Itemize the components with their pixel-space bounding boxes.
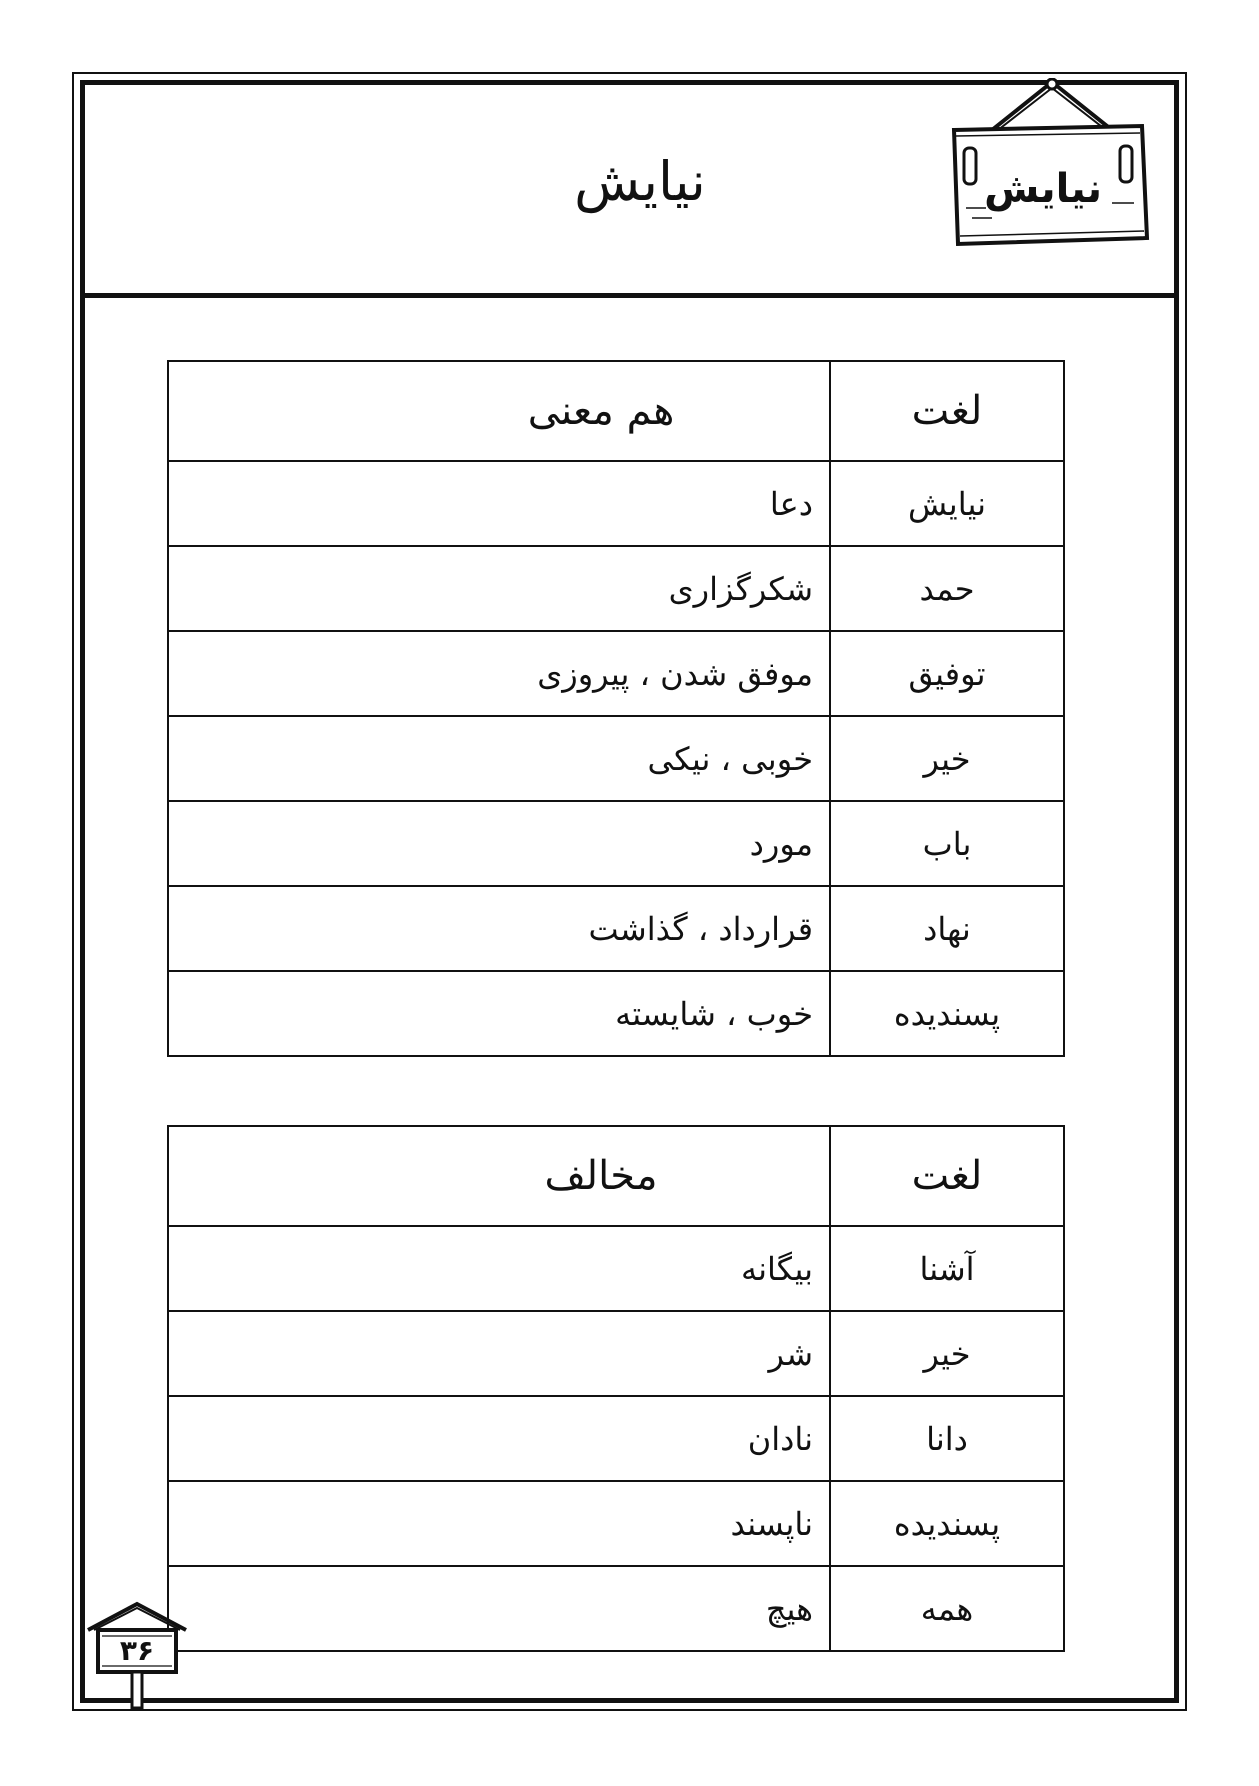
synonyms-table — [167, 360, 1065, 1057]
meaning-cell: خوب ، شایسته — [168, 971, 830, 1056]
word-cell: نیایش — [830, 461, 1064, 546]
header-meaning: هم معنی — [168, 361, 830, 461]
word-cell: پسندیده — [830, 1481, 1064, 1566]
word-cell: آشنا — [830, 1226, 1064, 1311]
meaning-cell: موفق شدن ، پیروزی — [168, 631, 830, 716]
word-cell: نهاد — [830, 886, 1064, 971]
table-row — [168, 461, 1064, 546]
table-row — [168, 631, 1064, 716]
table-row — [168, 716, 1064, 801]
table-row — [168, 1226, 1064, 1311]
header-divider — [80, 293, 1179, 298]
meaning-cell: خوبی ، نیکی — [168, 716, 830, 801]
hanging-sign — [942, 78, 1152, 248]
antonyms-table — [167, 1125, 1065, 1652]
word-cell: خیر — [830, 1311, 1064, 1396]
meaning-cell: ناپسند — [168, 1481, 830, 1566]
table-row — [168, 546, 1064, 631]
word-cell: حمد — [830, 546, 1064, 631]
table-row — [168, 886, 1064, 971]
page-title: نیایش — [574, 150, 706, 213]
word-cell: توفیق — [830, 631, 1064, 716]
meaning-cell: دعا — [168, 461, 830, 546]
word-cell: دانا — [830, 1396, 1064, 1481]
meaning-cell: هیچ — [168, 1566, 830, 1651]
table-row — [168, 801, 1064, 886]
page-number: ۳۶ — [119, 1634, 155, 1667]
table-row — [168, 1311, 1064, 1396]
word-cell: همه — [830, 1566, 1064, 1651]
table-header-row — [168, 1126, 1064, 1226]
table-row — [168, 1396, 1064, 1481]
header-meaning: مخالف — [168, 1126, 830, 1226]
table-row — [168, 1481, 1064, 1566]
table-row — [168, 1566, 1064, 1651]
header-word: لغت — [830, 361, 1064, 461]
word-cell: باب — [830, 801, 1064, 886]
table-row — [168, 971, 1064, 1056]
meaning-cell: مورد — [168, 801, 830, 886]
meaning-cell: شکرگزاری — [168, 546, 830, 631]
meaning-cell: شر — [168, 1311, 830, 1396]
table-header-row — [168, 361, 1064, 461]
meaning-cell: قرارداد ، گذاشت — [168, 886, 830, 971]
meaning-cell: بیگانه — [168, 1226, 830, 1311]
word-cell: خیر — [830, 716, 1064, 801]
header-word: لغت — [830, 1126, 1064, 1226]
hanging-sign-icon — [942, 78, 1152, 248]
sign-label: نیایش — [984, 166, 1102, 212]
word-cell: پسندیده — [830, 971, 1064, 1056]
meaning-cell: نادان — [168, 1396, 830, 1481]
